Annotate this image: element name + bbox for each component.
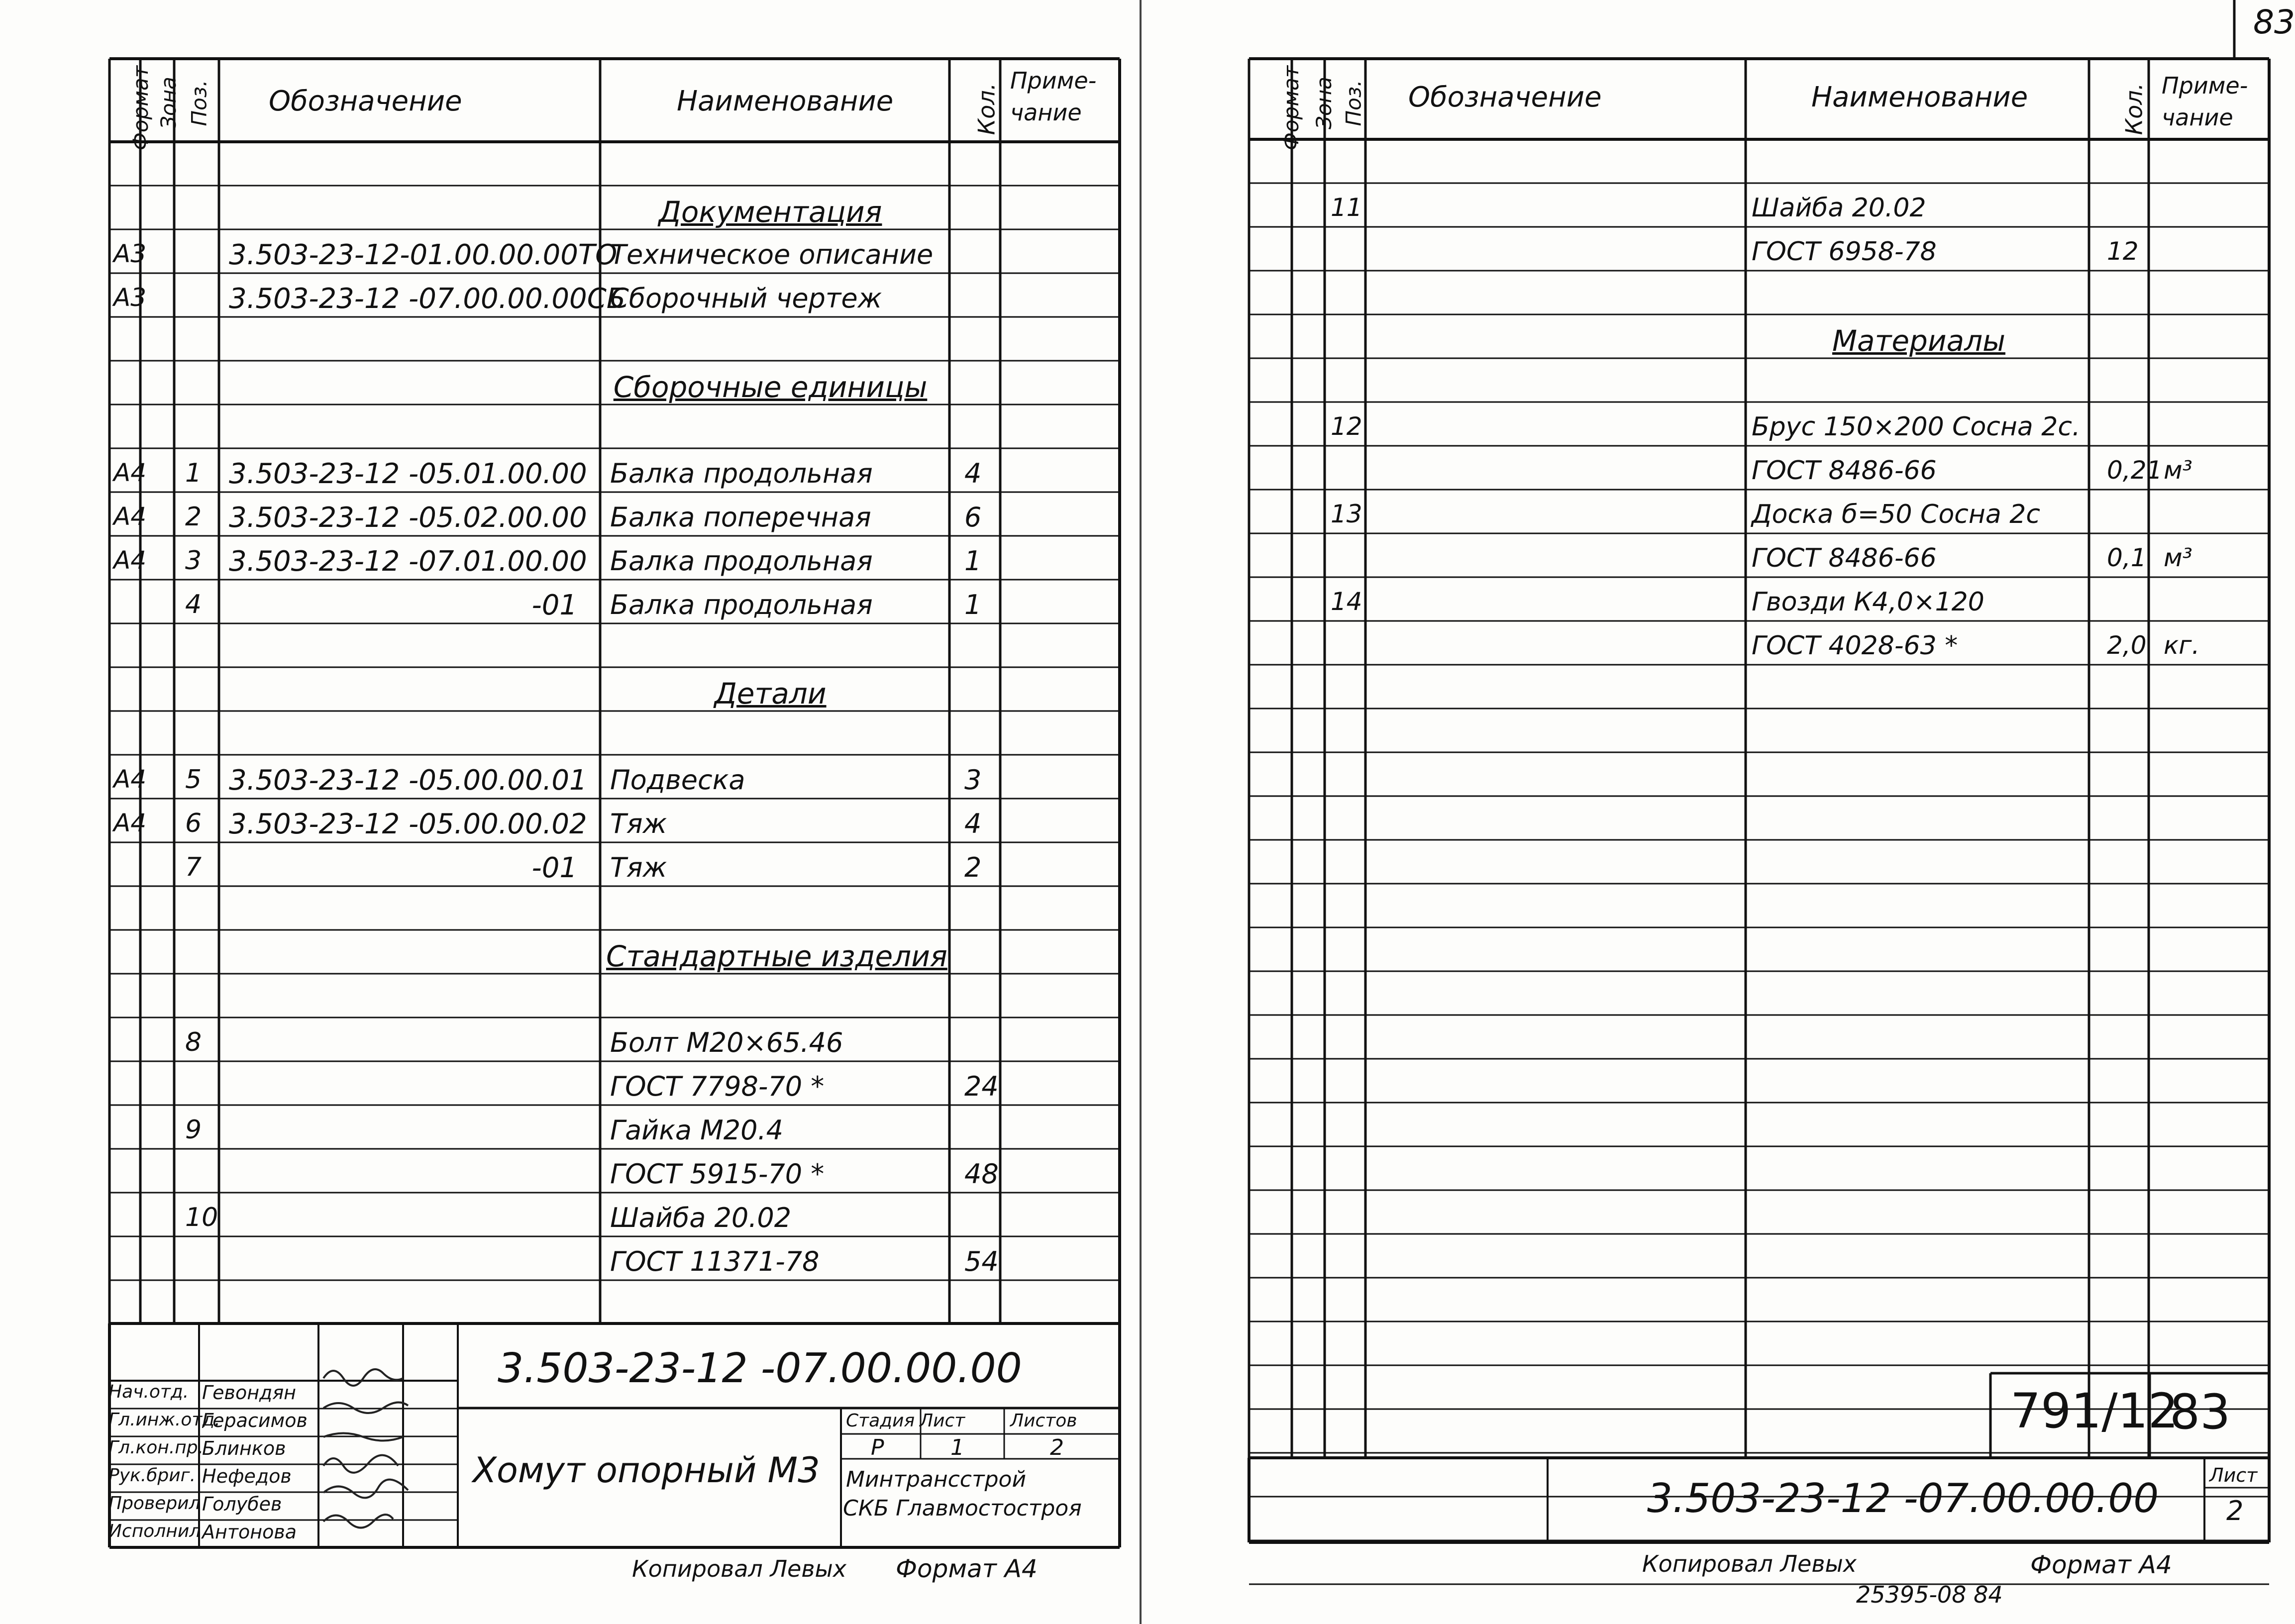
left-row-15-fmt: А4	[113, 765, 147, 794]
footer-format: Формат А4	[896, 1554, 1038, 1583]
right-row-10-note: м³	[2164, 543, 2192, 572]
left-row-16-qty: 4	[964, 808, 982, 839]
title-block-title: Хомут опорный М3	[473, 1450, 820, 1491]
left-row-11-des: -01	[531, 589, 577, 621]
right-row-7-name: Брус 150×200 Сосна 2с.	[1752, 412, 2081, 442]
left-row-8-fmt: А4	[113, 458, 147, 487]
right-row-2-pos: 11	[1331, 193, 1362, 222]
left-row-25-name: Шайба 20.02	[610, 1202, 792, 1233]
header-quantity: Кол.	[973, 83, 1000, 135]
left-row-23-name: Гайка М20.4	[610, 1115, 783, 1146]
right-row-8-name: ГОСТ 8486-66	[1752, 456, 1937, 486]
left-row-26-name: ГОСТ 11371-78	[610, 1246, 820, 1277]
left-row-10-name: Балка продольная	[610, 545, 873, 577]
right-row-12-name: ГОСТ 4028-63 *	[1752, 631, 1958, 661]
left-row-16-fmt: А4	[113, 809, 147, 837]
title-block-code: 3.503-23-12 -07.00.00.00	[498, 1345, 1022, 1392]
left-row-4-fmt: А3	[113, 283, 147, 312]
left-row-11-name: Балка продольная	[610, 589, 873, 620]
organization-line-1: Минтрансстрой	[846, 1467, 1027, 1492]
header-quantity: Кол.	[2120, 83, 2148, 135]
sheet-code: 3.503-23-12 -07.00.00.00	[1647, 1475, 2159, 1522]
left-row-9-name: Балка поперечная	[610, 502, 871, 533]
left-row-19-name: Стандартные изделия	[606, 939, 947, 973]
header-position: Поз.	[1341, 80, 1366, 126]
right-row-9-pos: 13	[1331, 500, 1362, 528]
title-block-name-4: Нефедов	[202, 1465, 292, 1487]
left-row-9-qty: 6	[964, 502, 982, 533]
stamp-page: 83	[2170, 1384, 2231, 1440]
left-row-8-qty: 4	[964, 458, 982, 489]
title-block-name-6: Антонова	[202, 1521, 297, 1543]
header-designation: Обозначение	[269, 85, 462, 117]
left-row-10-qty: 1	[964, 545, 982, 577]
right-row-7-pos: 12	[1331, 412, 1362, 441]
sheet-value: 2	[2226, 1495, 2244, 1526]
left-row-3-des: 3.503-23-12-01.00.00.00ТО	[229, 239, 618, 271]
title-block-role-6: Исполнил	[108, 1521, 201, 1541]
left-row-11-pos: 4	[185, 590, 202, 619]
left-row-11-qty: 1	[964, 589, 982, 620]
sheets-label: Листов	[1010, 1411, 1077, 1431]
left-row-8-des: 3.503-23-12 -05.01.00.00	[229, 458, 587, 490]
left-row-10-fmt: А4	[113, 546, 147, 575]
header-format: Формат	[128, 65, 153, 151]
left-row-13-name: Детали	[714, 677, 827, 710]
left-row-9-fmt: А4	[113, 502, 147, 531]
header-position: Поз.	[187, 80, 211, 126]
signatures	[318, 1343, 418, 1552]
left-row-24-name: ГОСТ 5915-70 *	[610, 1158, 825, 1190]
title-block-role-4: Рук.бриг.	[108, 1465, 196, 1486]
left-row-16-des: 3.503-23-12 -05.00.00.02	[229, 808, 587, 840]
left-row-22-qty: 24	[964, 1071, 999, 1102]
right-row-5-name: Материалы	[1832, 324, 2005, 358]
title-block-role-2: Гл.инж.отд.	[108, 1410, 220, 1430]
left-row-16-pos: 6	[185, 809, 202, 838]
right-row-11-name: Гвозди К4,0×120	[1752, 587, 1984, 617]
left-row-17-name: Тяж	[610, 852, 667, 883]
left-row-25-pos: 10	[185, 1203, 218, 1232]
header-zone: Зона	[1311, 77, 1336, 129]
title-block-role-3: Гл.кон.пр.	[108, 1437, 204, 1458]
right-row-3-name: ГОСТ 6958-78	[1752, 237, 1937, 267]
header-note: Приме- чание	[1010, 67, 1097, 126]
left-row-24-qty: 48	[964, 1158, 999, 1190]
left-row-3-fmt: А3	[113, 239, 147, 268]
right-row-11-pos: 14	[1331, 587, 1362, 616]
title-block-name-3: Блинков	[202, 1437, 286, 1459]
header-name: Наименование	[1811, 81, 2028, 113]
stamp-number: 791/12	[2010, 1383, 2179, 1439]
left-row-15-name: Подвеска	[610, 764, 745, 796]
left-row-16-name: Тяж	[610, 808, 667, 839]
left-row-15-des: 3.503-23-12 -05.00.00.01	[229, 764, 587, 797]
right-row-10-name: ГОСТ 8486-66	[1752, 543, 1937, 573]
left-row-22-name: ГОСТ 7798-70 *	[610, 1071, 825, 1102]
sheet-value: 1	[950, 1435, 964, 1460]
title-block-role-5: Проверил	[108, 1493, 201, 1514]
header-zone: Зона	[156, 77, 181, 129]
left-row-23-pos: 9	[185, 1115, 202, 1145]
right-row-12-qty: 2,0	[2107, 631, 2147, 660]
stage-value: Р	[871, 1435, 884, 1460]
title-block-role-1: Нач.отд.	[108, 1382, 189, 1402]
left-row-9-pos: 2	[185, 502, 202, 532]
left-row-15-qty: 3	[964, 764, 982, 796]
right-row-12-note: кг.	[2164, 631, 2200, 660]
left-row-8-pos: 1	[185, 458, 202, 488]
footer-format: Формат А4	[2030, 1550, 2172, 1579]
sheet-label: Лист	[920, 1411, 965, 1431]
left-row-10-pos: 3	[185, 546, 202, 576]
header-designation: Обозначение	[1408, 81, 1602, 113]
left-row-4-name: Сборочный чертеж	[610, 283, 882, 314]
left-row-17-des: -01	[531, 852, 577, 884]
left-row-4-des: 3.503-23-12 -07.00.00.00СБ	[229, 283, 626, 315]
right-row-2-name: Шайба 20.02	[1752, 193, 1926, 223]
header-format: Формат	[1279, 65, 1304, 151]
left-row-21-name: Болт М20×65.46	[610, 1027, 843, 1058]
left-row-8-name: Балка продольная	[610, 458, 873, 489]
left-row-17-qty: 2	[964, 852, 982, 883]
left-row-26-qty: 54	[964, 1246, 999, 1277]
title-block-name-5: Голубев	[202, 1493, 282, 1515]
footer-number: 25395-08 84	[1856, 1581, 2003, 1608]
stage-label: Стадия	[846, 1411, 915, 1431]
header-note: Приме- чание	[2162, 72, 2248, 131]
sheets-value: 2	[1050, 1435, 1064, 1460]
left-row-9-des: 3.503-23-12 -05.02.00.00	[229, 502, 587, 534]
left-row-15-pos: 5	[185, 765, 202, 795]
title-block-name-2: Герасимов	[202, 1410, 308, 1431]
left-row-21-pos: 8	[185, 1027, 202, 1057]
left-row-10-des: 3.503-23-12 -07.01.00.00	[229, 545, 587, 578]
left-row-3-name: Техническое описание	[610, 239, 934, 270]
footer-copied-by: Копировал Левых	[632, 1555, 846, 1582]
sheet-label: Лист	[2209, 1464, 2258, 1486]
corner-page-number: 83	[2253, 3, 2295, 41]
left-row-2-name: Документация	[658, 195, 882, 229]
right-row-8-note: м³	[2164, 456, 2192, 485]
left-row-6-name: Сборочные единицы	[613, 370, 928, 404]
right-row-3-qty: 12	[2107, 237, 2139, 266]
right-row-8-qty: 0,21	[2107, 456, 2163, 485]
footer-copied-by: Копировал Левых	[1642, 1550, 1857, 1577]
title-block-name-1: Гевондян	[202, 1382, 297, 1404]
organization-line-2: СКБ Главмостостроя	[843, 1496, 1082, 1521]
right-row-10-qty: 0,1	[2107, 543, 2147, 572]
left-row-17-pos: 7	[185, 852, 202, 882]
right-row-9-name: Доска б=50 Сосна 2с	[1752, 500, 2040, 529]
header-name: Наименование	[677, 85, 894, 117]
